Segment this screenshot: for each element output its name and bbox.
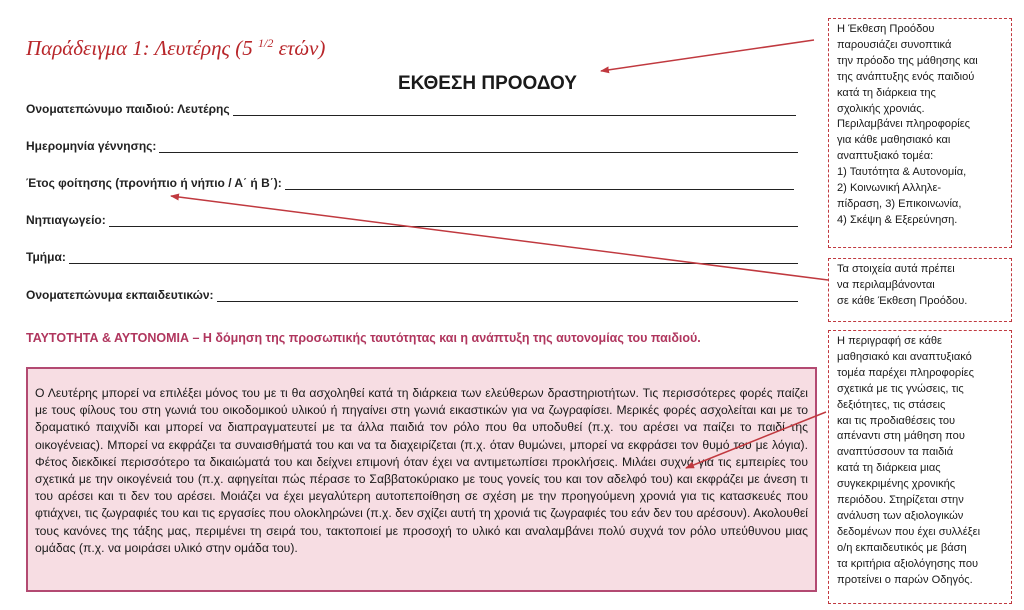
note-line: και τις προδιαθέσεις του [837,414,956,427]
note-line: σχολικής χρονιάς. [837,102,925,115]
report-heading: ΕΚΘΕΣΗ ΠΡΟΟΔΟΥ [398,73,577,94]
field-label: Νηπιαγωγείο: [26,213,106,227]
field-label: Τμήμα: [26,250,66,264]
note-line: συγκεκριμένης χρονικής [837,478,956,491]
arrow-to-description [686,412,826,468]
note-line: πίδραση, 3) Επικοινωνία, [837,197,962,210]
note-line: ο/η εκπαιδευτικός με βάση [837,541,967,554]
note-line: αναπτύσσουν τα παιδιά [837,446,954,459]
field-label: Έτος φοίτησης (προνήπιο ή νήπιο / Α΄ ή Β΄): [26,176,282,190]
example-title-tail: ετών) [273,36,326,60]
note-line: δεδομένων που έχει συλλέξει [837,525,981,538]
description-text: Ο Λευτέρης μπορεί να επιλέξει μόνος του με τι θα ασχοληθεί κατά τη διάρκεια των ελεύθερων δραστηριοτήτων. Τις περισσότερες φορές παίζει με τους φίλους του στη γωνιά του οικοδομικού υλικού ή πηγαίνει στη γωνιά εικαστικών για να ζωγραφίσει. Μερικές φορές ασχολείται και με το δραματικό παιχνίδι και μπορεί να διαπραγματευτεί με τα άλλα παιδιά τον ρόλο που θα υποδυθεί (π.χ. του αρέσει να παίζει το παιδί της οικογένειας). Μπορεί να εκφράζει τα συναισθήματά του και να τα διαχειρίζεται (π.χ. όταν θυμώνει, μπορεί να εκφράσει τον θυμό του με λόγια). Φέτος διεκδικεί περισσότερο τα δικαιώματά του και δείχνει επιμονή όταν έχει να αντιμετωπίσει προκλήσεις. Μιλάει συχνά για τις εμπειρίες του σχετικά με την οικογένειά του (π.χ. αφηγείται πώς πέρασε το Σαββατοκύριακο με τους γονείς του και τον αδελφό του) και εκφράζει με άνεση τι του αρέσει και τι δεν του αρέσει. Μοιάζει να έχει μεγαλύτερη αυτοπεποίθηση σε σχέση με την προηγούμενη χρονιά για τις κατασκευές που φτιάχνει, τις ζωγραφιές του και τις εργασίες που ολοκληρώνει (π.χ. δεν σχίζει αυτή τη χρονιά τις ζωγραφιές του εάν δεν του αρέσουν). Ακολουθεί τους κανόνες της τάξης μας, περιμένει τη σειρά του, τακτοποιεί με προσοχή το υλικό και αναλαμβάνει πολύ συχνά τον ρόλο υπεύθυνου μιας ομάδας (π.χ. να μοιράσει υλικό στην ομάδα του). [35,386,808,555]
note-line: κατά τη διάρκεια μιας [837,462,941,475]
note-line: Περιλαμβάνει πληροφορίες [837,118,971,131]
example-title-superscript: 1/2 [258,36,274,50]
arrow-to-heading [601,40,814,71]
note-line: 1) Ταυτότητα & Αυτονομία, [837,166,967,179]
note-line: τομέα παρέχει πληροφορίες [837,366,974,379]
note-line: ανάλυση των αξιολογικών [837,509,964,522]
note-line: να περιλαμβάνονται [837,278,935,291]
arrow-to-fields [171,196,828,280]
note-line: για κάθε μαθησιακό και [837,134,951,147]
note-line: 4) Σκέψη & Εξερεύνηση. [837,213,958,226]
field-label: Ονοματεπώνυμο παιδιού: Λευτέρης [26,102,230,116]
note-line: Τα στοιχεία αυτά πρέπει [837,263,955,275]
note-line: παρουσιάζει συνοπτικά [837,38,952,51]
note-line: Η Έκθεση Προόδου [837,23,935,35]
note-line: της ανάπτυξης ενός παιδιού [837,70,975,83]
note-line: σχετικά με τις γνώσεις, τις [837,382,964,395]
note-line: μαθησιακό και αναπτυξιακό [837,350,972,363]
example-title-main: Παράδειγμα 1: Λευτέρης (5 [26,36,259,60]
note-line: 2) Κοινωνική Αλληλε- [837,182,942,195]
note-line: περιόδου. Στηρίζεται στην [837,494,964,507]
section-heading: ΤΑΥΤΟΤΗΤΑ & ΑΥΤΟΝΟΜΙΑ – Η δόμηση της προσωπικής ταυτότητας και η ανάπτυξη της αυτονομίας του παιδιού. [26,331,701,345]
note-line: σε κάθε Έκθεση Προόδου. [837,294,968,307]
field-label: Ημερομηνία γέννησης: [26,139,157,153]
field-label: Ονοματεπώνυμα εκπαιδευτικών: [26,288,214,302]
note-line: την πρόοδο της μάθησης και [837,54,978,67]
note-line: αναπτυξιακό τομέα: [837,150,934,163]
note-line: τα κριτήρια αξιολόγησης που [837,557,979,570]
note-line: κατά τη διάρκεια της [837,86,936,99]
note-line: απέναντι στη μάθηση που [837,430,965,443]
note-line: δεξιότητες, τις στάσεις [837,398,946,411]
note-line: Η περιγραφή σε κάθε [837,335,943,347]
note-line: προτείνει ο παρών Οδηγός. [837,573,973,586]
